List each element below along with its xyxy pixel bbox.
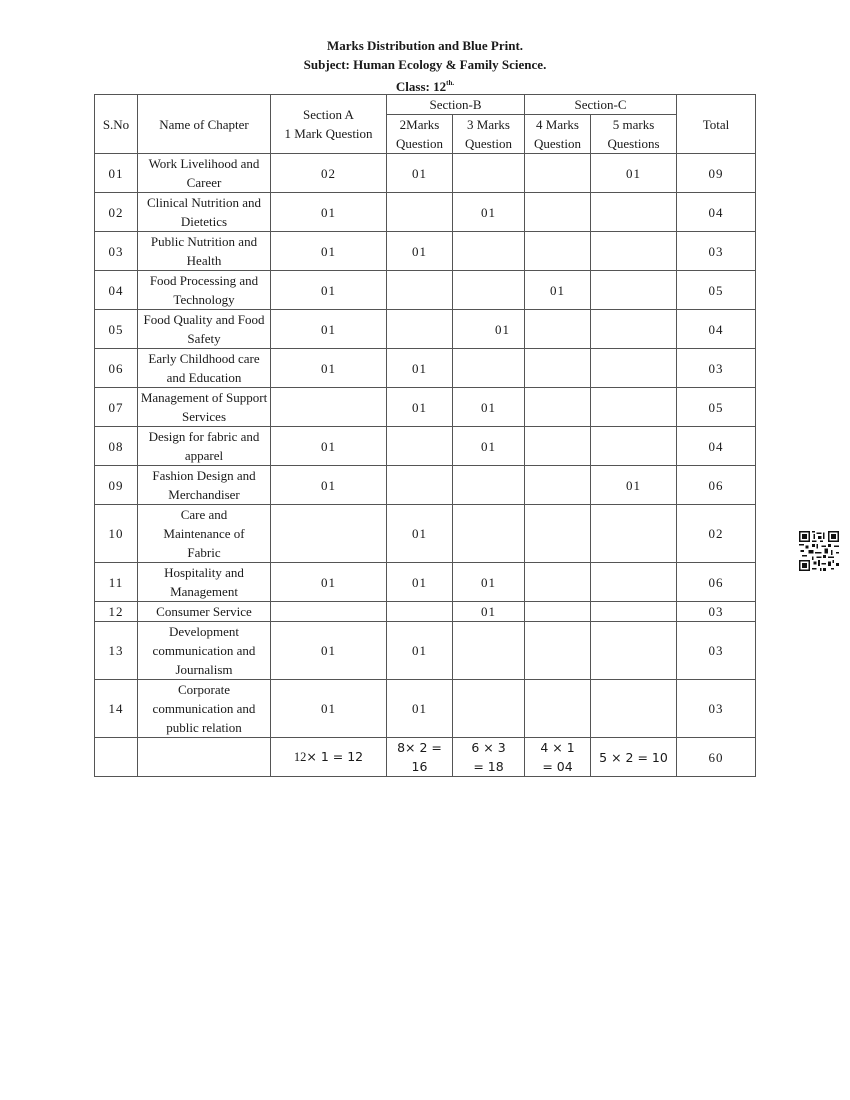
- cell-section-a: [271, 602, 387, 622]
- table-row: [95, 271, 756, 310]
- total-c-5marks: 5 × 2 = 10: [591, 738, 677, 777]
- total-b-2marks-line2: 16: [411, 759, 428, 774]
- table-row: [95, 505, 756, 563]
- cell-sno: 07: [95, 388, 138, 427]
- cell-chapter: Work Livelihood and Career: [138, 154, 271, 193]
- cell-b-3marks: [453, 622, 525, 680]
- cell-sno: 10: [95, 505, 138, 563]
- cell-c-4marks: [525, 602, 591, 622]
- cell-b-2marks: 01: [387, 349, 453, 388]
- cell-chapter: Consumer Service: [138, 602, 271, 622]
- cell-chapter: Management of Support Services: [138, 388, 271, 427]
- header-c-5marks-line1: 5 marks: [612, 117, 655, 132]
- header-c-5marks-line2: Questions: [607, 136, 660, 151]
- header-c-4marks-line2: Question: [534, 136, 581, 151]
- cell-c-4marks: [525, 232, 591, 271]
- total-b-2marks-line1: 8× 2 =: [397, 740, 442, 755]
- cell-c-4marks: [525, 388, 591, 427]
- table-row: [95, 466, 756, 505]
- doc-class: [0, 74, 850, 93]
- cell-sno: 05: [95, 310, 138, 349]
- cell-c-4marks: 01: [525, 271, 591, 310]
- document-header: [0, 36, 850, 93]
- cell-c-5marks: [591, 602, 677, 622]
- cell-b-3marks: 01: [453, 193, 525, 232]
- table-row: [95, 427, 756, 466]
- cell-total: 03: [677, 349, 756, 388]
- cell-section-a: 01: [271, 349, 387, 388]
- cell-c-5marks: [591, 388, 677, 427]
- cell-chapter: Early Childhood care and Education: [138, 349, 271, 388]
- cell-b-2marks: [387, 271, 453, 310]
- cell-c-5marks: 01: [591, 154, 677, 193]
- cell-b-3marks: [453, 154, 525, 193]
- cell-b-2marks: 01: [387, 505, 453, 563]
- cell-c-5marks: [591, 310, 677, 349]
- cell-total: 04: [677, 310, 756, 349]
- cell-section-a: 01: [271, 271, 387, 310]
- cell-b-2marks: [387, 602, 453, 622]
- cell-total: 03: [677, 602, 756, 622]
- cell-chapter: Design for fabric and apparel: [138, 427, 271, 466]
- cell-c-5marks: [591, 271, 677, 310]
- cell-c-5marks: [591, 505, 677, 563]
- cell-total: 04: [677, 427, 756, 466]
- cell-c-5marks: [591, 563, 677, 602]
- cell-b-2marks: 01: [387, 563, 453, 602]
- cell-c-4marks: [525, 466, 591, 505]
- cell-b-3marks: 01: [453, 310, 525, 349]
- table-body: [95, 154, 756, 777]
- cell-c-5marks: [591, 427, 677, 466]
- doc-subject: Subject: Human Ecology & Family Science.: [303, 57, 547, 72]
- total-section-a-formula: × 1 = 12: [306, 749, 364, 764]
- class-superscript: th.: [446, 79, 455, 87]
- cell-sno: 14: [95, 680, 138, 738]
- cell-total: 06: [677, 466, 756, 505]
- cell-b-2marks: [387, 193, 453, 232]
- table-row: [95, 349, 756, 388]
- cell-b-3marks: [453, 349, 525, 388]
- cell-chapter: Clinical Nutrition and Dietetics: [138, 193, 271, 232]
- header-c-4marks: [525, 115, 591, 154]
- cell-b-3marks: 01: [453, 427, 525, 466]
- blueprint-table: [94, 94, 756, 777]
- cell-c-4marks: [525, 154, 591, 193]
- cell-c-5marks: [591, 193, 677, 232]
- header-chapter: Name of Chapter: [138, 95, 271, 154]
- cell-sno: 03: [95, 232, 138, 271]
- header-b-3marks-line2: Question: [465, 136, 512, 151]
- cell-chapter: Food Quality and Food Safety: [138, 310, 271, 349]
- cell-total: 04: [677, 193, 756, 232]
- cell-section-a: 01: [271, 563, 387, 602]
- cell-b-2marks: [387, 310, 453, 349]
- cell-chapter: Development communication and Journalism: [138, 622, 271, 680]
- cell-b-2marks: [387, 466, 453, 505]
- cell-total: 03: [677, 622, 756, 680]
- section-a-subtitle: 1 Mark Question: [284, 126, 373, 141]
- cell-section-a: 01: [271, 466, 387, 505]
- cell-c-5marks: [591, 349, 677, 388]
- cell-c-4marks: [525, 349, 591, 388]
- cell-sno: 12: [95, 602, 138, 622]
- cell-c-4marks: [525, 622, 591, 680]
- cell-b-3marks: [453, 505, 525, 563]
- section-a-title: Section A: [303, 107, 354, 122]
- cell-section-a: 01: [271, 310, 387, 349]
- totals-empty-sno: [95, 738, 138, 777]
- cell-b-2marks: 01: [387, 154, 453, 193]
- table-row: [95, 680, 756, 738]
- cell-b-2marks: 01: [387, 622, 453, 680]
- totals-row: [95, 738, 756, 777]
- totals-empty-chapter: [138, 738, 271, 777]
- cell-total: 09: [677, 154, 756, 193]
- table-row: [95, 232, 756, 271]
- cell-b-3marks: [453, 271, 525, 310]
- cell-chapter: Food Processing and Technology: [138, 271, 271, 310]
- cell-section-a: 01: [271, 680, 387, 738]
- cell-b-3marks: [453, 232, 525, 271]
- cell-b-2marks: 01: [387, 232, 453, 271]
- total-b-3marks: [453, 738, 525, 777]
- table-row: [95, 563, 756, 602]
- cell-b-3marks: 01: [453, 602, 525, 622]
- cell-sno: 04: [95, 271, 138, 310]
- grand-total: 60: [677, 738, 756, 777]
- cell-sno: 02: [95, 193, 138, 232]
- table-row: [95, 602, 756, 622]
- cell-c-4marks: [525, 427, 591, 466]
- cell-b-3marks: [453, 466, 525, 505]
- table-row: [95, 193, 756, 232]
- header-b-2marks-line2: Question: [396, 136, 443, 151]
- cell-b-3marks: [453, 680, 525, 738]
- header-total: Total: [677, 95, 756, 154]
- cell-section-a: 01: [271, 193, 387, 232]
- cell-section-a: 01: [271, 622, 387, 680]
- cell-chapter: Care and Maintenance of Fabric: [138, 505, 271, 563]
- cell-c-5marks: [591, 622, 677, 680]
- table-row: [95, 622, 756, 680]
- cell-c-5marks: [591, 232, 677, 271]
- cell-c-4marks: [525, 310, 591, 349]
- cell-section-a: [271, 505, 387, 563]
- cell-chapter: Fashion Design and Merchandiser: [138, 466, 271, 505]
- cell-total: 05: [677, 271, 756, 310]
- header-b-3marks: [453, 115, 525, 154]
- header-c-5marks: [591, 115, 677, 154]
- cell-sno: 01: [95, 154, 138, 193]
- header-section-c: Section-C: [525, 95, 677, 115]
- total-c-4marks-line2: = 04: [542, 759, 573, 774]
- cell-total: 06: [677, 563, 756, 602]
- cell-sno: 09: [95, 466, 138, 505]
- qr-code-icon[interactable]: [799, 531, 839, 571]
- cell-total: 02: [677, 505, 756, 563]
- cell-b-2marks: 01: [387, 680, 453, 738]
- header-sno: S.No: [95, 95, 138, 154]
- class-label: Class: 12: [395, 79, 447, 94]
- cell-c-5marks: 01: [591, 466, 677, 505]
- cell-chapter: Public Nutrition and Health: [138, 232, 271, 271]
- header-section-a: [271, 95, 387, 154]
- total-b-3marks-line1: 6 × 3: [471, 740, 506, 755]
- total-section-a: [271, 738, 387, 777]
- total-b-3marks-line2: = 18: [473, 759, 504, 774]
- total-b-2marks: [387, 738, 453, 777]
- cell-section-a: 01: [271, 427, 387, 466]
- cell-sno: 08: [95, 427, 138, 466]
- cell-b-3marks: 01: [453, 388, 525, 427]
- cell-section-a: 02: [271, 154, 387, 193]
- cell-b-3marks: 01: [453, 563, 525, 602]
- total-section-a-count: 12: [293, 750, 307, 764]
- cell-sno: 11: [95, 563, 138, 602]
- total-c-4marks-line1: 4 × 1: [540, 740, 575, 755]
- cell-total: 05: [677, 388, 756, 427]
- table-row: [95, 154, 756, 193]
- cell-chapter: Hospitality and Management: [138, 563, 271, 602]
- cell-chapter: Corporate communication and public relation: [138, 680, 271, 738]
- cell-section-a: [271, 388, 387, 427]
- header-b-3marks-line1: 3 Marks: [467, 117, 510, 132]
- cell-c-4marks: [525, 505, 591, 563]
- header-section-b: Section-B: [387, 95, 525, 115]
- cell-c-5marks: [591, 680, 677, 738]
- total-c-4marks: [525, 738, 591, 777]
- cell-c-4marks: [525, 563, 591, 602]
- cell-total: 03: [677, 680, 756, 738]
- table-header: [95, 95, 756, 154]
- cell-b-2marks: 01: [387, 388, 453, 427]
- cell-c-4marks: [525, 680, 591, 738]
- cell-c-4marks: [525, 193, 591, 232]
- table-row: [95, 388, 756, 427]
- table-row: [95, 310, 756, 349]
- doc-title: Marks Distribution and Blue Print.: [326, 38, 524, 53]
- cell-sno: 13: [95, 622, 138, 680]
- header-b-2marks-line1: 2Marks: [399, 117, 440, 132]
- cell-section-a: 01: [271, 232, 387, 271]
- header-c-4marks-line1: 4 Marks: [536, 117, 579, 132]
- cell-total: 03: [677, 232, 756, 271]
- cell-b-2marks: [387, 427, 453, 466]
- cell-sno: 06: [95, 349, 138, 388]
- header-b-2marks: [387, 115, 453, 154]
